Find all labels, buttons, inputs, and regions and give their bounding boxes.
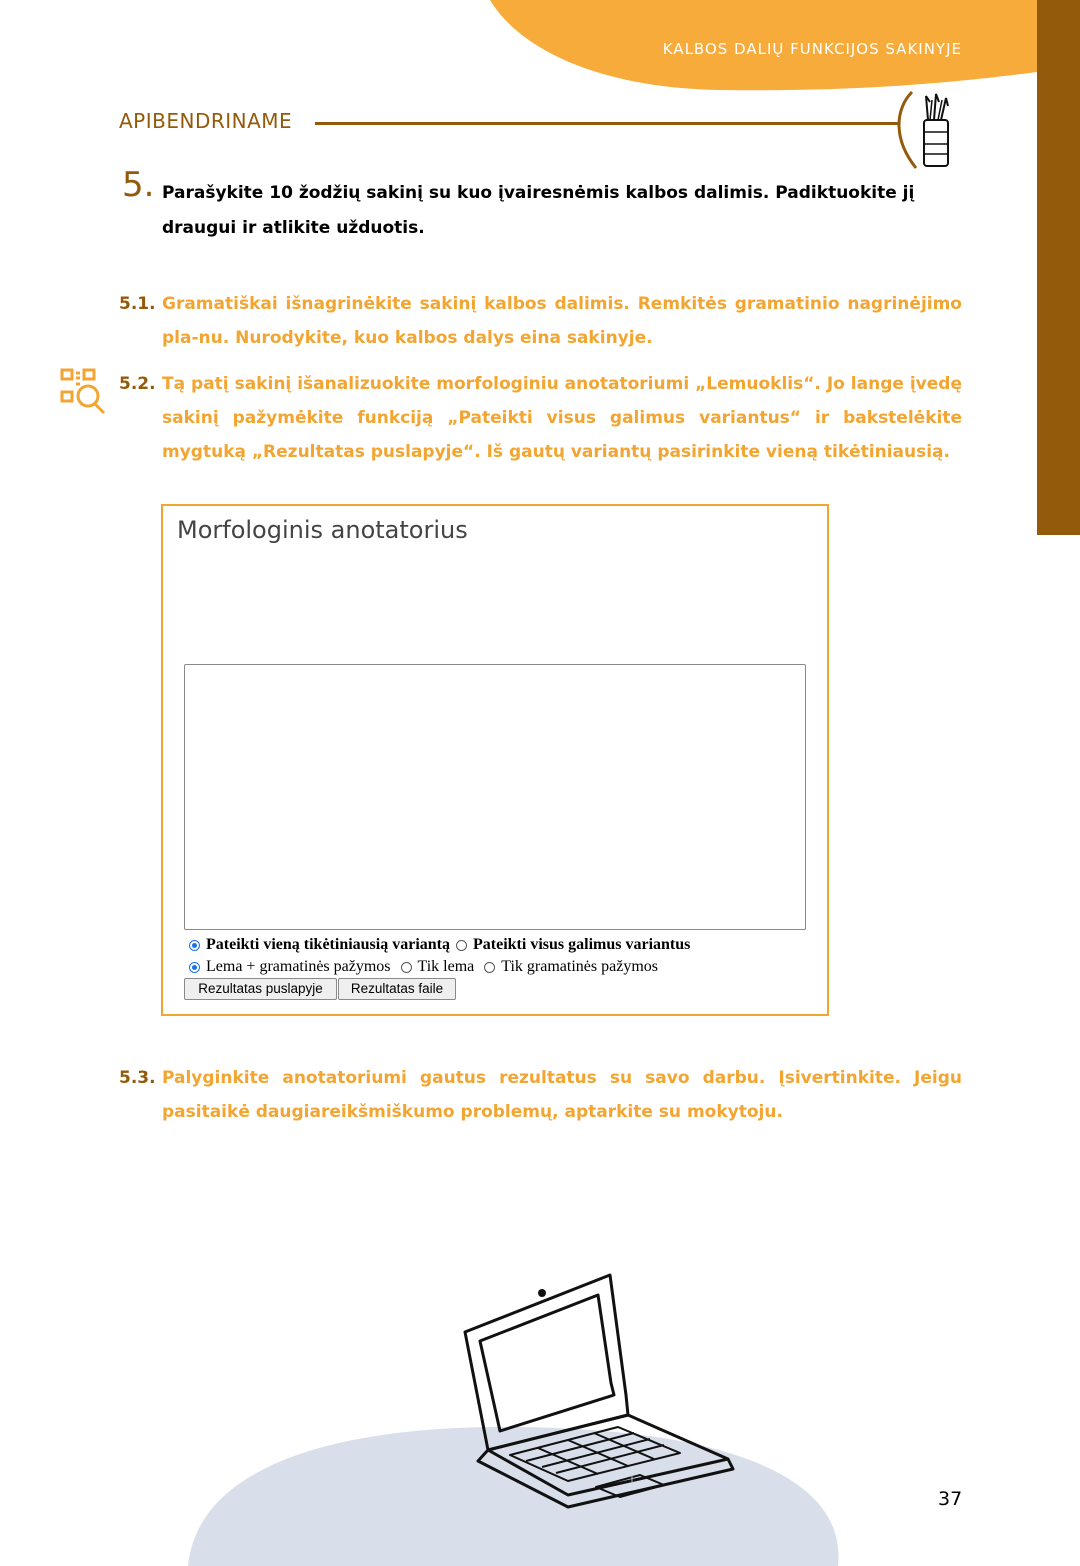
- qr-search-icon: [58, 367, 108, 415]
- radio-tags-only-label[interactable]: Tik gramatinės pažymos: [501, 958, 658, 975]
- section-heading: APIBENDRINAME: [119, 109, 293, 133]
- radio-tags-only[interactable]: [484, 962, 495, 973]
- result-page-button[interactable]: Rezultatas puslapyje: [184, 978, 337, 1000]
- task-number: 5.: [122, 165, 155, 205]
- radio-all-variants[interactable]: [456, 940, 467, 951]
- subtask-number: 5.2.: [119, 374, 156, 394]
- output-options: [189, 958, 658, 976]
- sentence-input[interactable]: [184, 664, 806, 930]
- pencil-cup-icon: [888, 88, 968, 174]
- radio-lemma-tags-label[interactable]: Lema + gramatinės pažymos: [206, 958, 391, 975]
- subtask-number: 5.1.: [119, 294, 156, 314]
- annotator-title: Morfologinis anotatorius: [177, 516, 468, 544]
- page-number: 37: [938, 1488, 963, 1510]
- heading-divider: [315, 122, 900, 125]
- annotator-panel: [161, 504, 829, 1016]
- radio-all-variants-label[interactable]: Pateikti visus galimus variantus: [473, 936, 691, 953]
- radio-most-likely[interactable]: [189, 940, 200, 951]
- radio-most-likely-label[interactable]: Pateikti vieną tikėtiniausią variantą: [206, 936, 450, 953]
- radio-lemma-only[interactable]: [401, 962, 412, 973]
- radio-lemma-tags[interactable]: [189, 962, 200, 973]
- subtask-number: 5.3.: [119, 1068, 156, 1088]
- chapter-title: KALBOS DALIŲ FUNKCIJOS SAKINYJE: [662, 40, 962, 58]
- task-instruction: Parašykite 10 žodžių sakinį su kuo įvairesnėmis kalbos dalimis. Padiktuokite jį draugui ir atlikite užduotis.: [162, 183, 915, 238]
- radio-lemma-only-label[interactable]: Tik lema: [417, 958, 475, 975]
- subtask-text: Gramatiškai išnagrinėkite sakinį kalbos dalimis. Remkitės gramatinio nagrinėjimo pla-nu. Nurodykite, kuo kalbos dalys eina sakinyje.: [162, 294, 962, 348]
- side-tab-bar: [1037, 0, 1080, 535]
- laptop-illustration: [188, 1265, 848, 1566]
- subtask-text: Palyginkite anotatoriumi gautus rezultatus su savo darbu. Įsivertinkite. Jeigu pasitaikė daugiareikšmiškumo problemų, aptarkite su mokytoju.: [162, 1068, 962, 1122]
- subtask-text: Tą patį sakinį išanalizuokite morfologiniu anotatoriumi „Lemuoklis“. Jo lange įvedę sakinį pažymėkite funkciją „Pateikti visus galimus variantus“ ir bakstelėkite mygtuką „Rezultatas puslapyje“. Iš gautų variantų pasirinkite vieną tikėtiniausią.: [162, 374, 962, 462]
- result-file-button[interactable]: Rezultatas faile: [338, 978, 456, 1000]
- variant-options: [189, 936, 690, 954]
